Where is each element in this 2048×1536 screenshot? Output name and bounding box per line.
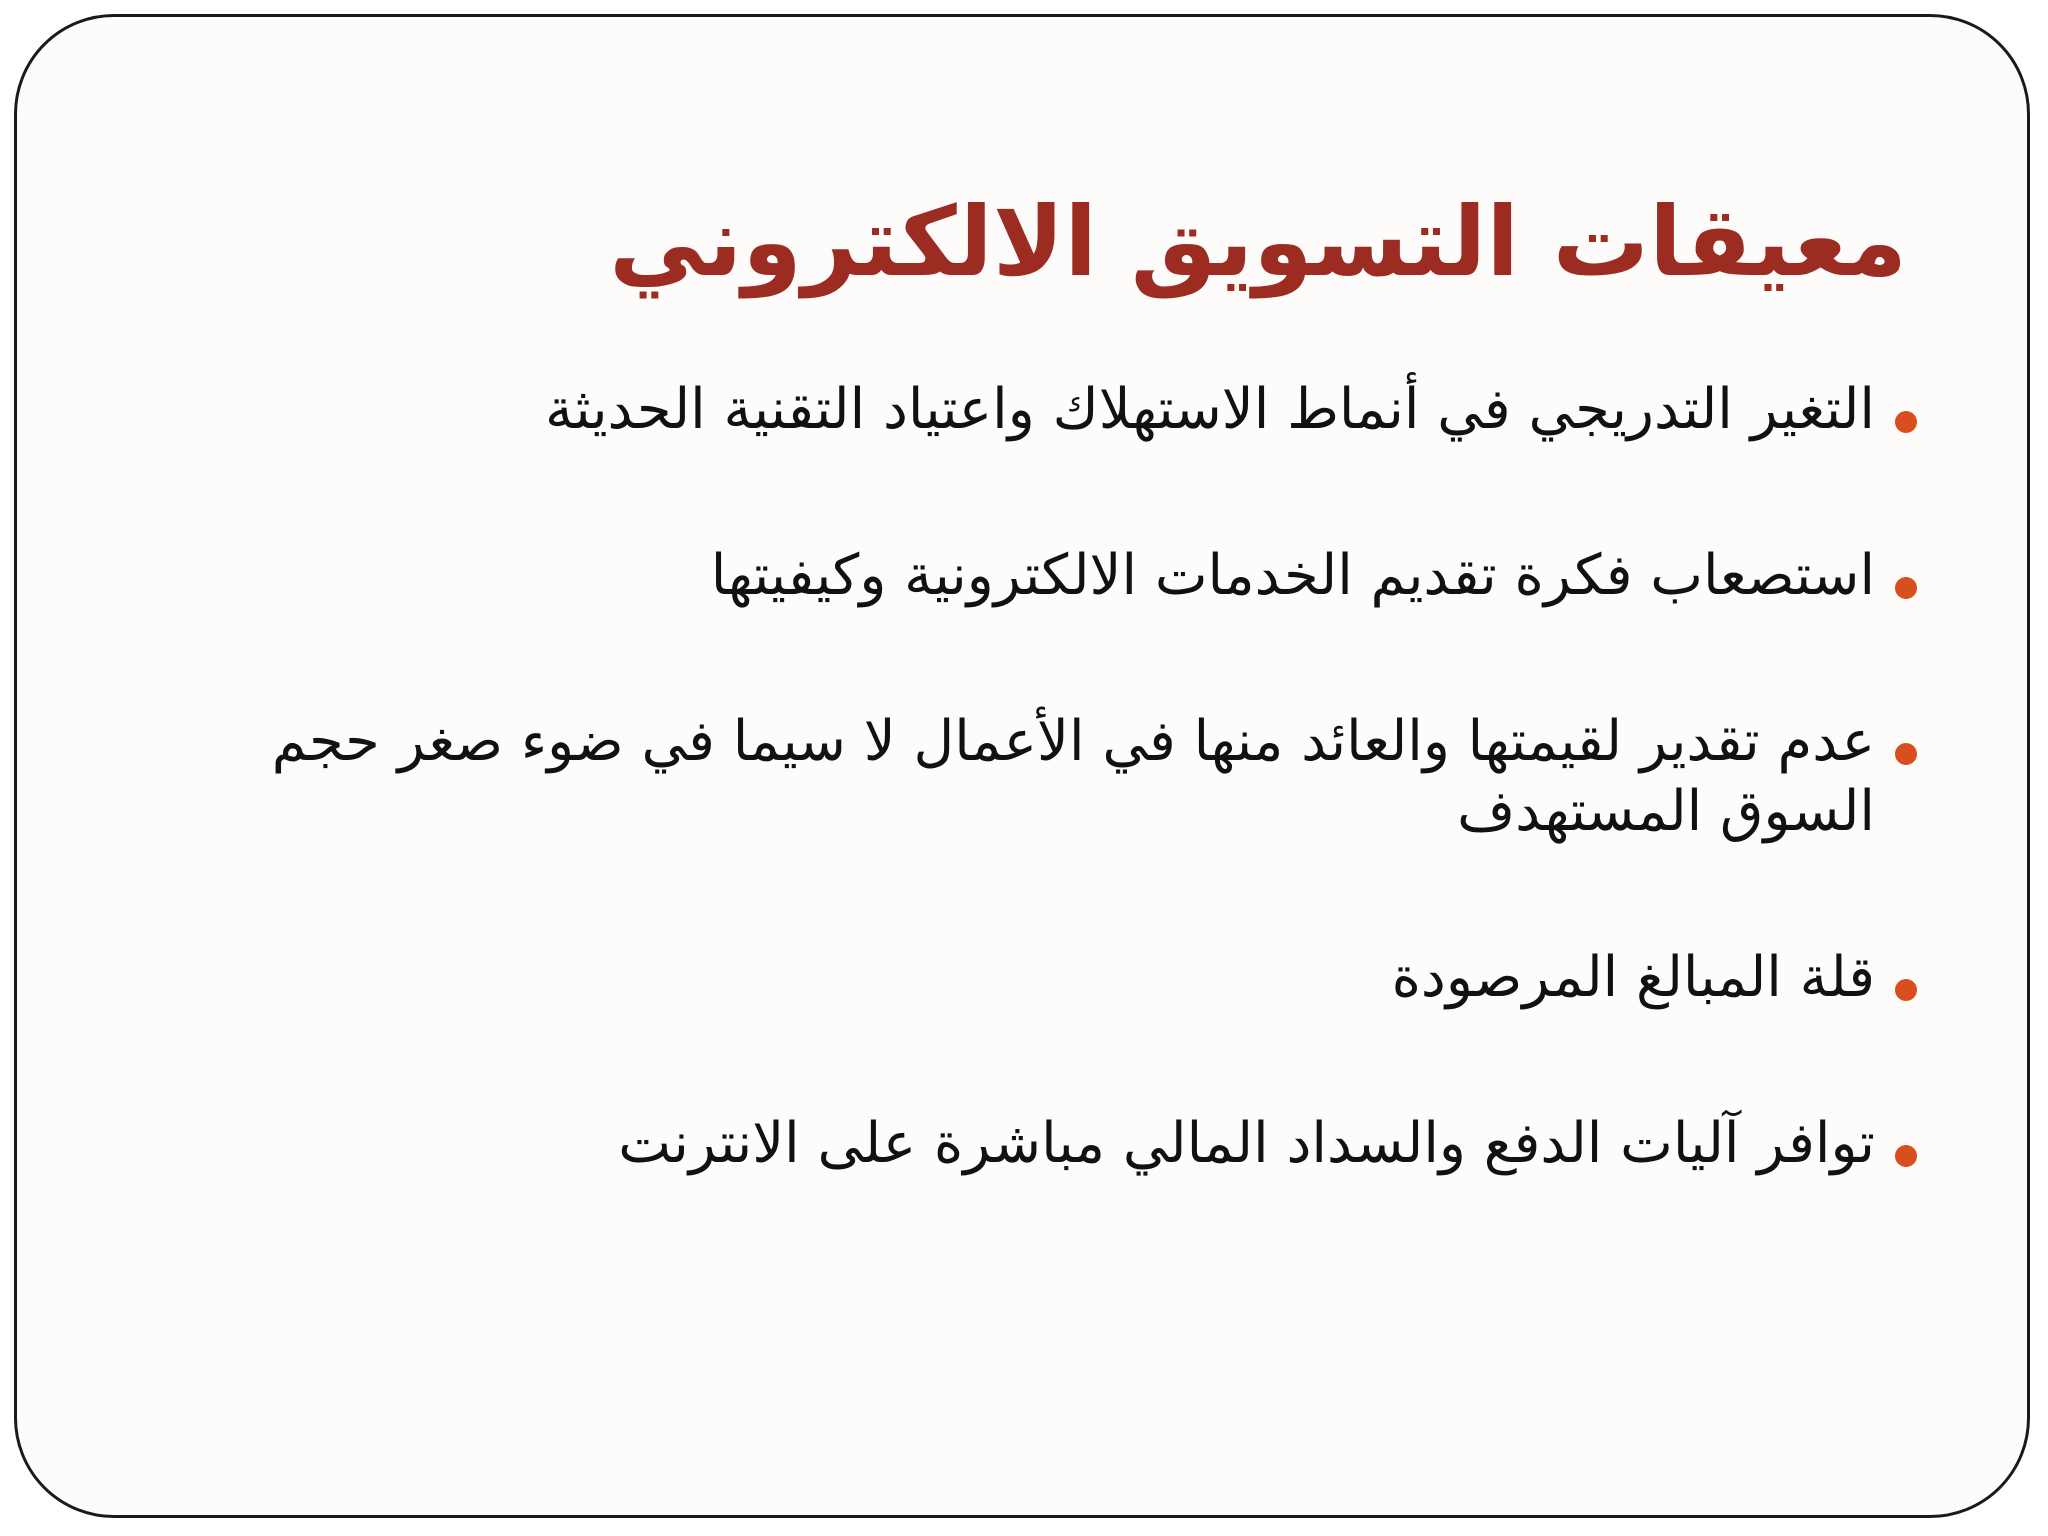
list-item [137,541,1917,611]
bullet-dot-icon [1895,979,1917,1001]
bullet-text: استصعاب فكرة تقديم الخدمات الالكترونية وكيفيتها [710,543,1875,608]
bullet-dot-icon [1895,1145,1917,1167]
bullet-text: عدم تقدير لقيمتها والعائد منها في الأعمال لا سيما في ضوء صغر حجم السوق المستهدف [271,709,1875,844]
list-item [137,1109,1917,1179]
bullet-dot-icon [1895,577,1917,599]
bullet-text: توافر آليات الدفع والسداد المالي مباشرة على الانترنت [618,1111,1875,1176]
bullet-text: قلة المبالغ المرصودة [1391,945,1875,1010]
bullet-dot-icon [1895,411,1917,433]
slide-frame [14,14,2030,1518]
bullet-list [137,375,1917,1275]
bullet-dot-icon [1895,743,1917,765]
list-item [137,707,1917,847]
list-item [137,375,1917,445]
slide-title: معيقات التسويق الالكتروني [609,186,1907,298]
bullet-text: التغير التدريجي في أنماط الاستهلاك واعتياد التقنية الحديثة [545,377,1875,442]
list-item [137,943,1917,1013]
